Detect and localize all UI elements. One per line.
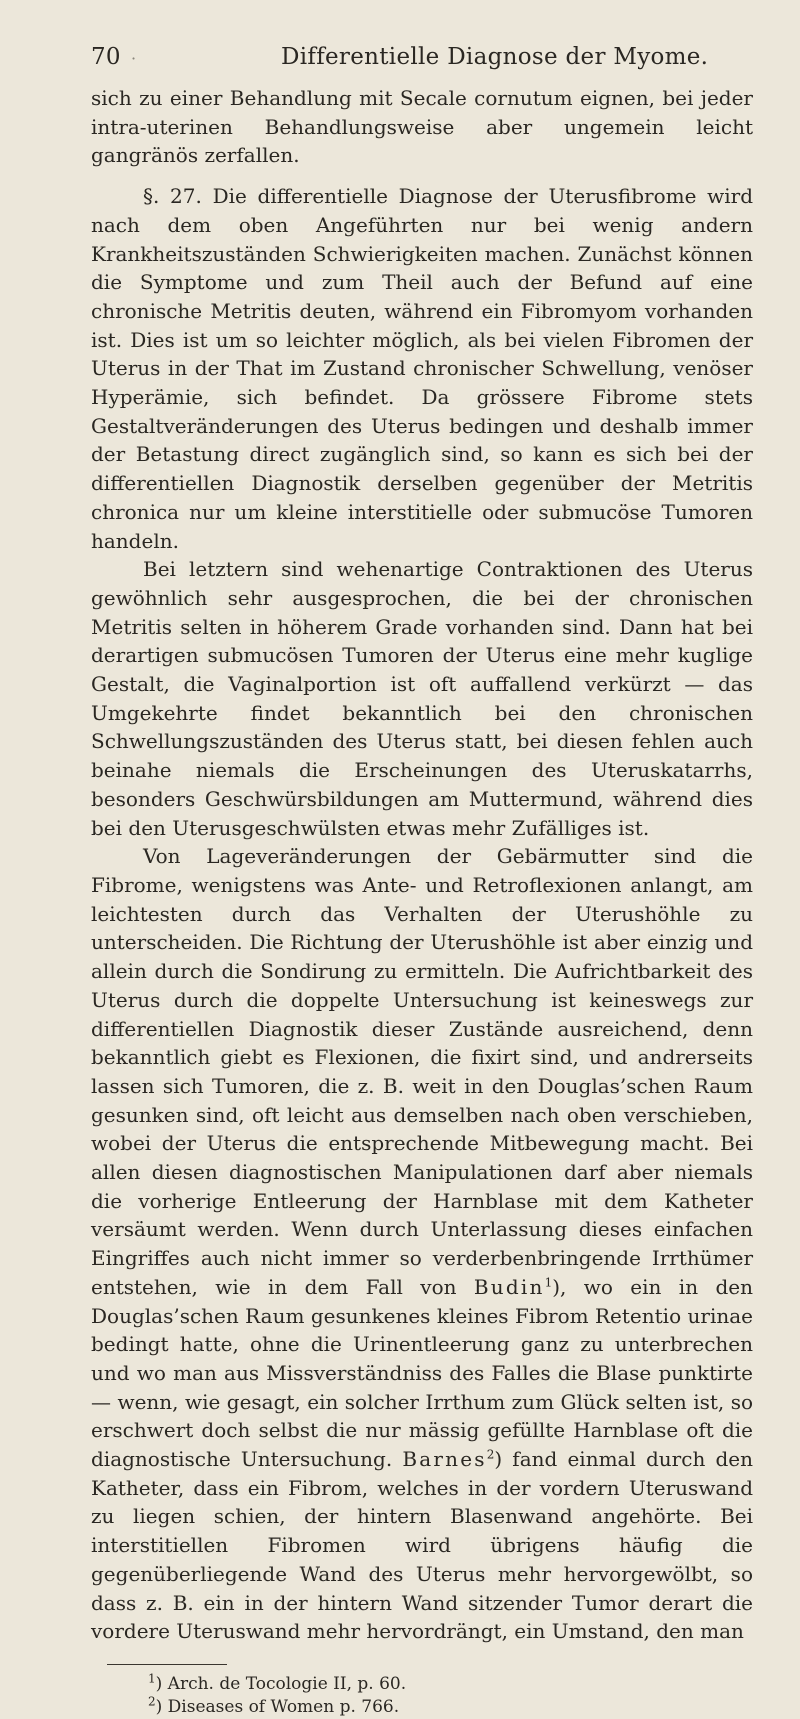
- page-number: 70: [91, 44, 121, 70]
- footnote-text: ) Arch. de Tocologie II, p. 60.: [155, 1673, 407, 1694]
- footnote-reference: 2: [486, 1447, 495, 1462]
- running-head: [91, 44, 756, 78]
- chapter-title: Differentielle Diagnose der Myome.: [281, 44, 709, 70]
- paragraph-section-27: [91, 182, 753, 555]
- text-segment: ), wo ein in den Douglas’schen Raum gesunkenes kleines Fibrom Retentio urinae bedingt hatte, ohne die Urinentleerung ganz zu unterbrechen und wo man aus Missverständniss des Falles die Blase punktirte — wenn, wie gesagt, ein solcher Irrthum zum Glück selten ist, so erschwert doch selbst die nur mässig gefüllte Harnblase oft die diagnostische Untersuchung.: [91, 1274, 753, 1472]
- paragraph-lageveraenderungen: [91, 842, 753, 1646]
- paragraph-contractions: [91, 555, 753, 842]
- text-segment: ) fand einmal durch den Katheter, dass ein Fibrom, welches in der vordern Uteruswand zu liegen schien, der hintern Blasenwand angehörte. Bei interstitiellen Fibromen wird übrigens häufig die gegenüberliegende Wand des Uterus mehr hervorgewölbt, so dass z. B. ein in der hintern Wand sitzender Tumor derart die vordere Uteruswand mehr hervordrängt, ein Umstand, den man: [91, 1447, 753, 1644]
- footnotes: [148, 1673, 756, 1719]
- body-text: [91, 84, 753, 1646]
- text-segment: §. 27. Die differentielle Diagnose der Uterusfibrome wird nach dem oben Angeführten nur bei wenig andern Krankheitszuständen Schwierigkeiten machen. Zunächst können die Symptome und zum Theil auch der Befund auf eine chronische Metritis deuten, während ein Fibromyom vorhanden ist. Dies ist um so leichter möglich, als bei vielen Fibromen der Uterus in der That im Zustand chronischer Schwellung, venöser Hyperämie, sich befindet. Da grössere Fibrome stets Gestaltveränderungen des Uterus bedingen und deshalb immer der Betastung direct zugänglich sind, so kann es sich bei der differentiellen Diagnostik derselben gegenüber der Metritis chronica nur um kleine interstitielle oder submucöse Tumoren handeln.: [91, 184, 753, 553]
- footnote-mark: 1: [148, 1671, 156, 1686]
- text-segment: Von Lageveränderungen der Gebärmutter sind die Fibrome, wenigstens was Ante- und Retroflexionen anlangt, am leichtesten durch das Verhalten der Uterushöhle zu unterscheiden. Die Richtung der Uterushöhle ist aber einzig und allein durch die Sondirung zu ermitteln. Die Aufrichtbarkeit des Uterus durch die doppelte Untersuchung ist keineswegs zur differentiellen Diagnostik dieser Zustände ausreichend, denn bekanntlich giebt es Flexionen, die fixirt sind, und andrerseits lassen sich Tumoren, die z. B. weit in den Douglas’schen Raum gesunken sind, oft leicht aus demselben nach oben verschieben, wobei der Uterus die entsprechende Mitbewegung macht. Bei allen diesen diagnostischen Manipulationen darf aber niemals die vorherige Entleerung der Harnblase mit dem Katheter versäumt werden. Wenn durch Unterlassung dieses einfachen Eingriffes auch nicht immer so verderbenbringende Irrthümer entstehen, wie in dem Fall von: [91, 844, 753, 1299]
- footnote-reference: 1: [544, 1275, 553, 1290]
- author-name: Barnes: [402, 1447, 487, 1472]
- footnote-rule: [107, 1664, 227, 1665]
- footnote-mark: 2: [148, 1694, 156, 1709]
- footnote-2: [148, 1696, 756, 1719]
- header-mark: ·: [131, 49, 137, 68]
- paragraph-continuation: [91, 84, 753, 170]
- text-segment: Bei letztern sind wehenartige Contraktionen des Uterus gewöhnlich sehr ausgesprochen, die bei der chronischen Metritis selten in höherem Grade vorhanden sind. Dann hat bei derartigen submucösen Tumoren der Uterus eine mehr kuglige Gestalt, die Vaginalportion ist oft auffallend verkürzt — das Umgekehrte findet bekanntlich bei den chronischen Schwellungszuständen des Uterus statt, bei diesen fehlen auch beinahe niemals die Erscheinungen des Uteruskatarrhs, besonders Geschwürsbildungen am Muttermund, während dies bei den Uterusgeschwülsten etwas mehr Zufälliges ist.: [91, 557, 753, 840]
- footnote-text: ) Diseases of Women p. 766.: [155, 1696, 400, 1717]
- author-name: Budin: [473, 1274, 545, 1299]
- footnote-1: [148, 1673, 756, 1696]
- text-segment: sich zu einer Behandlung mit Secale cornutum eignen, bei jeder intra-uterinen Behandlungsweise aber ungemein leicht gangränös zerfallen.: [91, 86, 753, 168]
